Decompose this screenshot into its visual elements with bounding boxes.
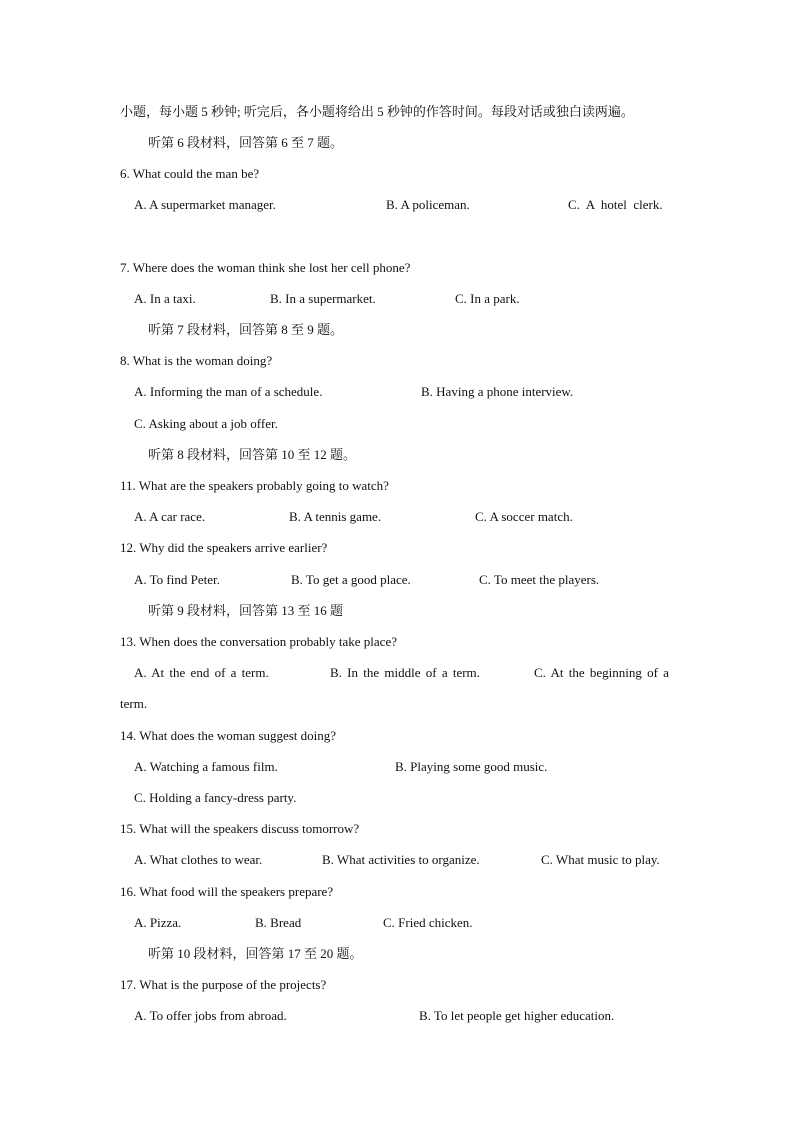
- option-11a: A. A car race.: [134, 509, 206, 524]
- section-heading: 听第 6 段材料，回答第 6 至 7 题。: [148, 135, 344, 150]
- option-7b: B. In a supermarket.: [270, 291, 376, 306]
- option-13c: C. At the beginning of a: [534, 665, 669, 680]
- option-12b: B. To get a good place.: [291, 572, 411, 587]
- intro-text: 小题，每小题 5 秒钟; 听完后，各小题将给出 5 秒钟的作答时间。每段对话或独白读两遍。: [120, 104, 634, 119]
- option-7a: A. In a taxi.: [134, 291, 196, 306]
- question-8: 8. What is the woman doing?: [120, 353, 273, 368]
- option-14b: B. Playing some good music.: [395, 759, 548, 774]
- question-17: 17. What is the purpose of the projects?: [120, 977, 327, 992]
- option-14c: C. Holding a fancy-dress party.: [134, 790, 297, 805]
- question-16: 16. What food will the speakers prepare?: [120, 884, 334, 899]
- question-7: 7. Where does the woman think she lost her cell phone?: [120, 260, 411, 275]
- option-15a: A. What clothes to wear.: [134, 852, 263, 867]
- question-12: 12. Why did the speakers arrive earlier?: [120, 540, 328, 555]
- option-8a: A. Informing the man of a schedule.: [134, 384, 323, 399]
- option-14a: A. Watching a famous film.: [134, 759, 278, 774]
- option-8c: C. Asking about a job offer.: [134, 416, 278, 431]
- option-6c: C. A hotel clerk.: [568, 197, 663, 212]
- question-6: 6. What could the man be?: [120, 166, 260, 181]
- option-13a: A. At the end of a term.: [134, 665, 269, 680]
- section-heading: 听第 8 段材料，回答第 10 至 12 题。: [148, 447, 357, 462]
- question-13: 13. When does the conversation probably take place?: [120, 634, 397, 649]
- section-heading: 听第 9 段材料，回答第 13 至 16 题: [148, 603, 344, 618]
- section-heading: 听第 7 段材料，回答第 8 至 9 题。: [148, 322, 344, 337]
- option-15c: C. What music to play.: [541, 852, 660, 867]
- option-16a: A. Pizza.: [134, 915, 182, 930]
- question-14: 14. What does the woman suggest doing?: [120, 728, 337, 743]
- option-13b: B. In the middle of a term.: [330, 665, 480, 680]
- option-13c-continued: term.: [120, 696, 148, 711]
- option-16b: B. Bread: [255, 915, 302, 930]
- option-11b: B. A tennis game.: [289, 509, 382, 524]
- option-12c: C. To meet the players.: [479, 572, 600, 587]
- option-16c: C. Fried chicken.: [383, 915, 473, 930]
- option-6a: A. A supermarket manager.: [134, 197, 276, 212]
- option-11c: C. A soccer match.: [475, 509, 573, 524]
- option-17a: A. To offer jobs from abroad.: [134, 1008, 287, 1023]
- question-11: 11. What are the speakers probably going to watch?: [120, 478, 389, 493]
- option-12a: A. To find Peter.: [134, 572, 220, 587]
- option-6b: B. A policeman.: [386, 197, 470, 212]
- section-heading: 听第 10 段材料，回答第 17 至 20 题。: [148, 946, 363, 961]
- option-17b: B. To let people get higher education.: [419, 1008, 615, 1023]
- question-15: 15. What will the speakers discuss tomorrow?: [120, 821, 360, 836]
- option-7c: C. In a park.: [455, 291, 520, 306]
- option-15b: B. What activities to organize.: [322, 852, 480, 867]
- option-8b: B. Having a phone interview.: [421, 384, 574, 399]
